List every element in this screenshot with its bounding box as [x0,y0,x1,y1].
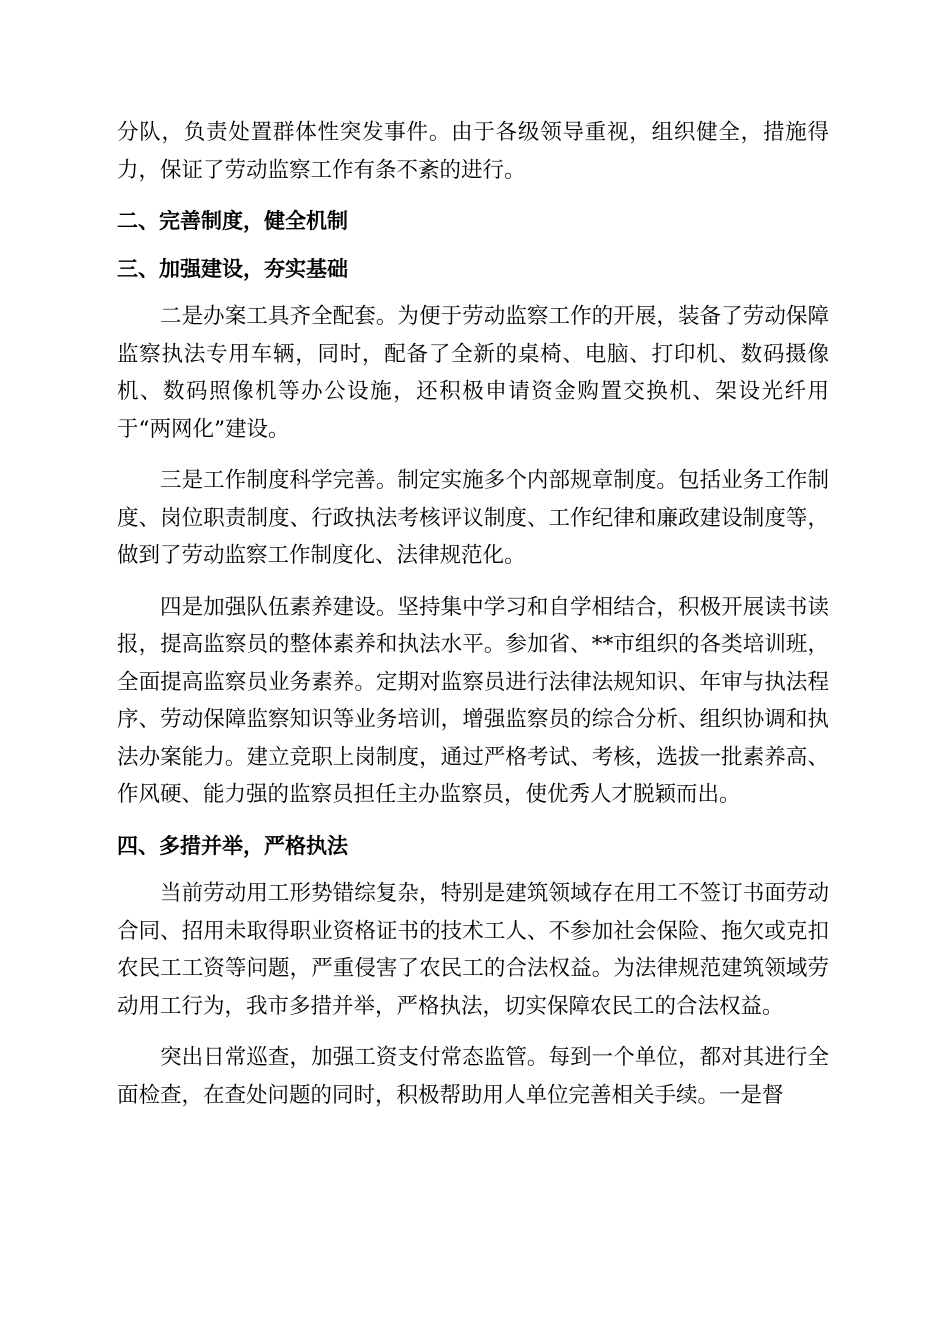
section-heading-2: 二、完善制度，健全机制 [117,209,348,233]
section-heading-3: 三、加强建设，夯实基础 [117,256,348,281]
paragraph-tools: 二是办案工具齐全配套。为便于劳动监察工作的开展，装备了劳动保障监察执法专用车辆，同时，配备了全新的桌椅、电脑、打印机、数码摄像机、数码照像机等办公设施，还积极申请资金购置交换机、架设光纤用于“两网化”建设。 [117,304,829,442]
paragraph-rules: 三是工作制度科学完善。制定实施多个内部规章制度。包括业务工作制度、岗位职责制度、行政执法考核评议制度、工作纪律和廉政建设制度等，做到了劳动监察工作制度化、法律规范化。 [117,468,829,568]
paragraph-daily-inspection: 突出日常巡查，加强工资支付常态监管。每到一个单位，都对其进行全面检查，在查处问题的同时，积极帮助用人单位完善相关手续。一是督 [117,1045,829,1108]
section-heading-4: 四、多措并举，严格执法 [117,833,348,858]
paragraph-team-quality: 四是加强队伍素养建设。坚持集中学习和自学相结合，积极开展读书读报，提高监察员的整体素养和执法水平。参加省、**市组织的各类培训班，全面提高监察员业务素养。定期对监察员进行法律法规知识、年审与执法程序、劳动保障监察知识等业务培训，增强监察员的综合分析、组织协调和执法办案能力。建立竞职上岗制度，通过严格考试、考核，选拔一批素养高、作风硬、能力强的监察员担任主办监察员，使优秀人才脱颖而出。 [117,594,829,807]
document-body [117,114,829,1114]
paragraph-labor-situation: 当前劳动用工形势错综复杂，特别是建筑领域存在用工不签订书面劳动合同、招用未取得职业资格证书的技术工人、不参加社会保险、拖欠或克扣农民工工资等问题，严重侵害了农民工的合法权益。为法律规范建筑领域劳动用工行为，我市多措并举，严格执法，切实保障农民工的合法权益。 [117,881,829,1019]
paragraph-continued-team: 分队，负责处置群体性突发事件。由于各级领导重视，组织健全，措施得力，保证了劳动监察工作有条不紊的进行。 [117,120,829,183]
